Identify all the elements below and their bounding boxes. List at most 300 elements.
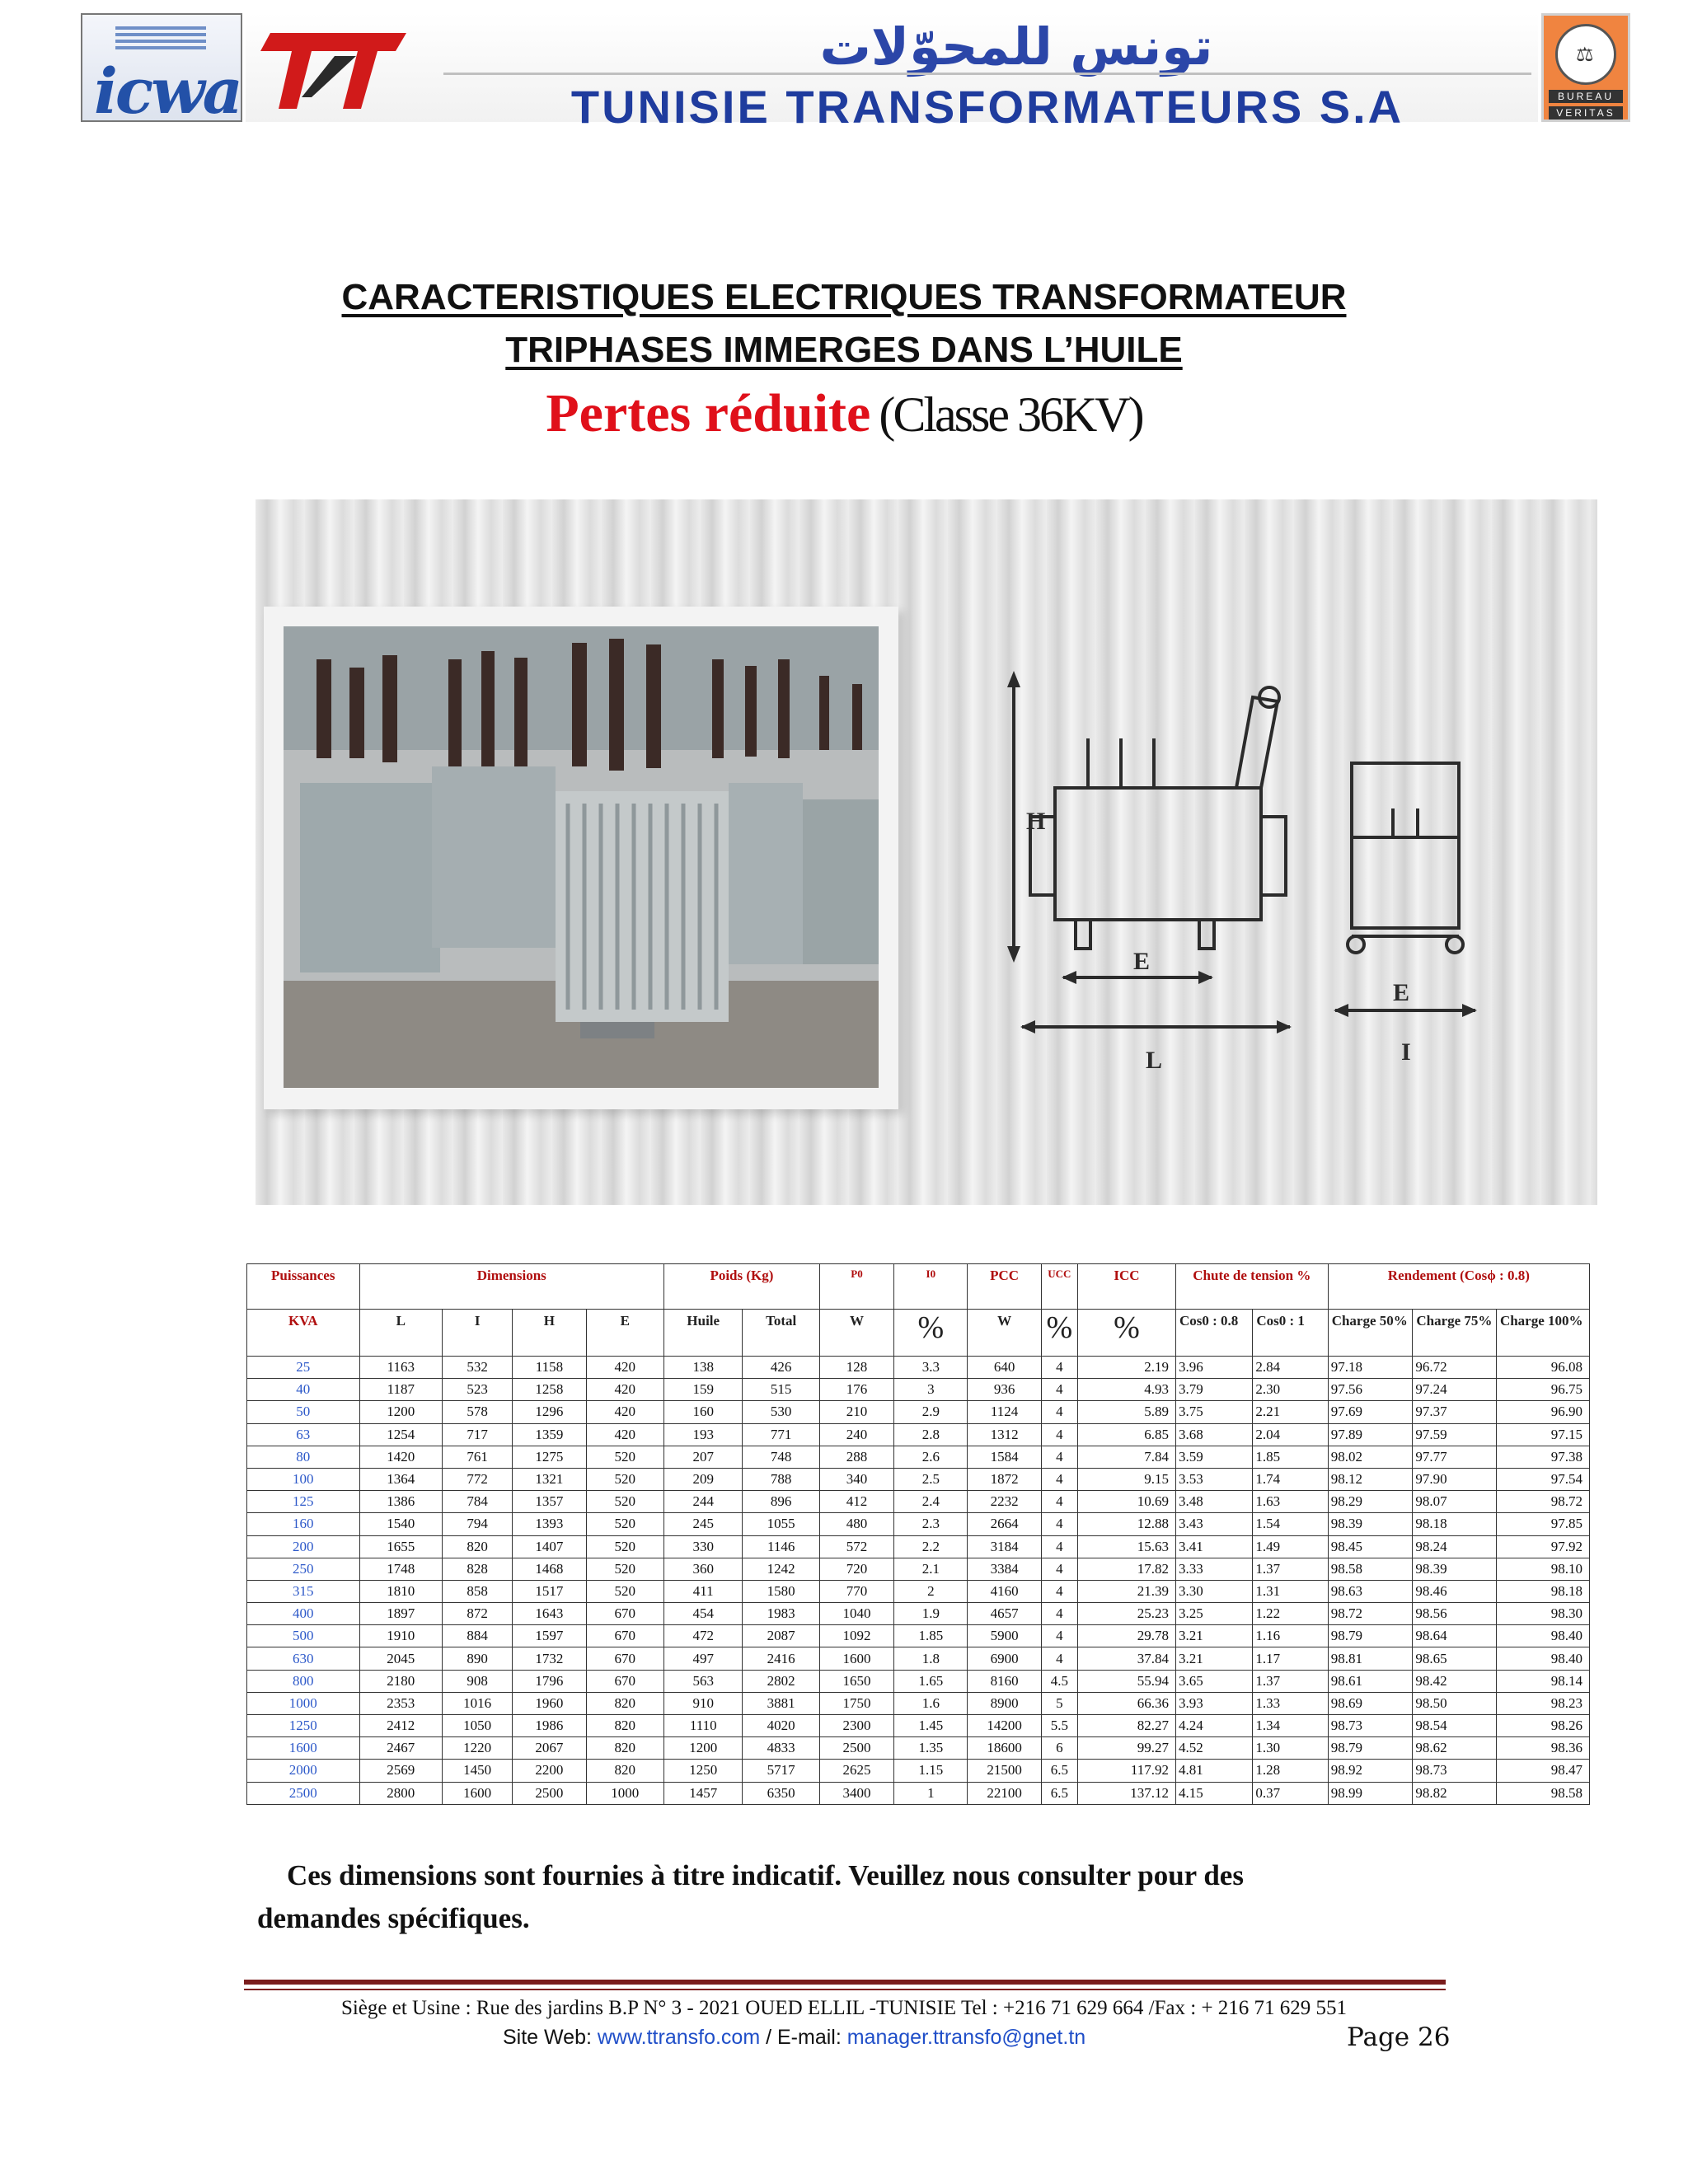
table-cell: 2467 (359, 1737, 443, 1760)
bureau-veritas-logo: ⚖ BUREAU VERITAS (1541, 13, 1630, 122)
table-cell: 872 (443, 1603, 513, 1625)
table-row (247, 1446, 1590, 1468)
table-cell: 1187 (359, 1379, 443, 1401)
kva-cell: 630 (247, 1647, 360, 1670)
table-row (247, 1401, 1590, 1423)
table-cell: 159 (664, 1379, 743, 1401)
table-cell: 530 (743, 1401, 819, 1423)
table-header-units (247, 1310, 1590, 1357)
diagram-label-l: L (1146, 1047, 1163, 1074)
table-cell: 2.5 (894, 1468, 968, 1490)
table-cell: 1.65 (894, 1670, 968, 1692)
table-cell: 5 (1041, 1692, 1077, 1714)
table-cell: 2200 (513, 1760, 586, 1782)
table-cell: 98.12 (1328, 1468, 1413, 1490)
table-cell: 98.82 (1413, 1782, 1497, 1804)
table-cell: 98.58 (1328, 1558, 1413, 1580)
header-kva: KVA (247, 1310, 360, 1357)
table-cell: 1910 (359, 1625, 443, 1647)
table-cell: 2800 (359, 1782, 443, 1804)
table-cell: 97.24 (1413, 1379, 1497, 1401)
table-row (247, 1692, 1590, 1714)
table-cell: 3184 (968, 1535, 1041, 1558)
table-cell: 1.9 (894, 1603, 968, 1625)
table-cell: 8160 (968, 1670, 1041, 1692)
table-cell: 820 (586, 1715, 663, 1737)
table-row (247, 1715, 1590, 1737)
table-cell: 1364 (359, 1468, 443, 1490)
table-cell: 98.58 (1496, 1782, 1589, 1804)
table-cell: 1163 (359, 1357, 443, 1379)
table-cell: 3.79 (1175, 1379, 1252, 1401)
table-cell: 4160 (968, 1580, 1041, 1602)
table-cell: 1.34 (1253, 1715, 1328, 1737)
table-cell: 8900 (968, 1692, 1041, 1714)
table-cell: 720 (819, 1558, 893, 1580)
icwa-logo-text: icwa (94, 54, 241, 128)
table-cell: 2802 (743, 1670, 819, 1692)
table-cell: 1540 (359, 1513, 443, 1535)
table-cell: 1420 (359, 1446, 443, 1468)
table-cell: 5900 (968, 1625, 1041, 1647)
table-cell: 3881 (743, 1692, 819, 1714)
table-cell: 98.79 (1328, 1625, 1413, 1647)
table-cell: 66.36 (1077, 1692, 1175, 1714)
table-cell: 2067 (513, 1737, 586, 1760)
table-row (247, 1513, 1590, 1535)
table-cell: 2.21 (1253, 1401, 1328, 1423)
kva-cell: 500 (247, 1625, 360, 1647)
table-cell: 3.65 (1175, 1670, 1252, 1692)
table-cell: 330 (664, 1535, 743, 1558)
table-cell: 1055 (743, 1513, 819, 1535)
table-cell: 772 (443, 1468, 513, 1490)
kva-cell: 125 (247, 1491, 360, 1513)
arabic-company-name: تونس للمحوّلات (819, 16, 1213, 77)
table-cell: 2.3 (894, 1513, 968, 1535)
header-i0-unit: % (894, 1310, 968, 1357)
icwa-logo (81, 13, 242, 128)
table-cell: 1872 (968, 1468, 1041, 1490)
table-cell: 4.52 (1175, 1737, 1252, 1760)
header-pcc: PCC (968, 1264, 1041, 1310)
diagram-label-e-side: E (1393, 979, 1410, 1006)
table-row (247, 1782, 1590, 1804)
header-icc: ICC (1077, 1264, 1175, 1310)
table-cell: 97.69 (1328, 1401, 1413, 1423)
table-cell: 98.36 (1496, 1737, 1589, 1760)
table-cell: 6900 (968, 1647, 1041, 1670)
table-cell: 210 (819, 1401, 893, 1423)
table-cell: 3.21 (1175, 1647, 1252, 1670)
table-cell: 29.78 (1077, 1625, 1175, 1647)
title-line-1: CARACTERISTIQUES ELECTRIQUES TRANSFORMATEUR (341, 277, 1347, 317)
table-cell: 910 (664, 1692, 743, 1714)
table-cell: 4.5 (1041, 1670, 1077, 1692)
table-row (247, 1603, 1590, 1625)
table-cell: 98.79 (1328, 1737, 1413, 1760)
table-cell: 1.63 (1253, 1491, 1328, 1513)
note-line-1: Ces dimensions sont fournies à titre indicatif. Veuillez nous consulter pour des (287, 1859, 1244, 1891)
table-cell: 1040 (819, 1603, 893, 1625)
table-cell: 4 (1041, 1357, 1077, 1379)
tunisie-transformateurs-logo-icon (254, 18, 410, 119)
table-cell: 97.18 (1328, 1357, 1413, 1379)
table-body (247, 1357, 1590, 1805)
table-cell: 98.07 (1413, 1491, 1497, 1513)
table-cell: 1.85 (894, 1625, 968, 1647)
table-cell: 1242 (743, 1558, 819, 1580)
table-cell: 2.9 (894, 1401, 968, 1423)
table-cell: 2353 (359, 1692, 443, 1714)
header-icc-unit: % (1077, 1310, 1175, 1357)
table-cell: 1.16 (1253, 1625, 1328, 1647)
table-cell: 4.15 (1175, 1782, 1252, 1804)
table-cell: 1.22 (1253, 1603, 1328, 1625)
table-row (247, 1625, 1590, 1647)
table-cell: 784 (443, 1491, 513, 1513)
table-cell: 0.37 (1253, 1782, 1328, 1804)
table-cell: 6350 (743, 1782, 819, 1804)
table-cell: 1359 (513, 1423, 586, 1446)
table-cell: 1897 (359, 1603, 443, 1625)
table-cell: 98.45 (1328, 1535, 1413, 1558)
table-cell: 2569 (359, 1760, 443, 1782)
table-cell: 2.1 (894, 1558, 968, 1580)
table-cell: 3.59 (1175, 1446, 1252, 1468)
table-cell: 3.43 (1175, 1513, 1252, 1535)
header-rendement: Rendement (Cosϕ : 0.8) (1328, 1264, 1589, 1310)
table-cell: 1258 (513, 1379, 586, 1401)
table-cell: 3.25 (1175, 1603, 1252, 1625)
table-cell: 820 (586, 1692, 663, 1714)
kva-cell: 400 (247, 1603, 360, 1625)
table-cell: 3.33 (1175, 1558, 1252, 1580)
table-cell: 4 (1041, 1580, 1077, 1602)
table-cell: 1.6 (894, 1692, 968, 1714)
table-cell: 98.47 (1496, 1760, 1589, 1782)
kva-cell: 160 (247, 1513, 360, 1535)
table-cell: 98.46 (1413, 1580, 1497, 1602)
table-cell: 420 (586, 1423, 663, 1446)
table-cell: 794 (443, 1513, 513, 1535)
table-cell: 520 (586, 1468, 663, 1490)
table-cell: 98.56 (1413, 1603, 1497, 1625)
table-cell: 2.84 (1253, 1357, 1328, 1379)
table-cell: 4 (1041, 1491, 1077, 1513)
kva-cell: 50 (247, 1401, 360, 1423)
transformer-photo (284, 626, 879, 1088)
table-cell: 98.63 (1328, 1580, 1413, 1602)
table-cell: 1158 (513, 1357, 586, 1379)
table-cell: 3.75 (1175, 1401, 1252, 1423)
table-cell: 520 (586, 1580, 663, 1602)
kva-cell: 2500 (247, 1782, 360, 1804)
header-banner (81, 13, 1630, 133)
table-cell: 532 (443, 1357, 513, 1379)
footer-contact (503, 2026, 1085, 2050)
table-cell: 97.54 (1496, 1468, 1589, 1490)
dimension-drawing (1026, 664, 1558, 1093)
table-cell: 7.84 (1077, 1446, 1175, 1468)
table-cell: 37.84 (1077, 1647, 1175, 1670)
table-cell: 2500 (513, 1782, 586, 1804)
table-cell: 1650 (819, 1670, 893, 1692)
table-cell: 1986 (513, 1715, 586, 1737)
table-cell: 411 (664, 1580, 743, 1602)
table-cell: 670 (586, 1647, 663, 1670)
table-cell: 4 (1041, 1513, 1077, 1535)
table-cell: 412 (819, 1491, 893, 1513)
table-cell: 98.26 (1496, 1715, 1589, 1737)
table-cell: 3.3 (894, 1357, 968, 1379)
table-cell: 3.53 (1175, 1468, 1252, 1490)
table-cell: 820 (586, 1737, 663, 1760)
header-ucc-unit: % (1041, 1310, 1077, 1357)
table-cell: 4833 (743, 1737, 819, 1760)
table-cell: 12.88 (1077, 1513, 1175, 1535)
header-i: I (443, 1310, 513, 1357)
table-cell: 420 (586, 1379, 663, 1401)
table-cell: 98.72 (1328, 1603, 1413, 1625)
kva-cell: 63 (247, 1423, 360, 1446)
table-cell: 640 (968, 1357, 1041, 1379)
table-cell: 426 (743, 1357, 819, 1379)
table-cell: 1312 (968, 1423, 1041, 1446)
table-cell: 1.33 (1253, 1692, 1328, 1714)
table-cell: 98.64 (1413, 1625, 1497, 1647)
kva-cell: 1000 (247, 1692, 360, 1714)
table-cell: 98.65 (1413, 1647, 1497, 1670)
table-cell: 97.85 (1496, 1513, 1589, 1535)
diagram-label-i: I (1401, 1038, 1411, 1066)
table-cell: 1600 (443, 1782, 513, 1804)
table-cell: 4 (1041, 1625, 1077, 1647)
table-cell: 97.37 (1413, 1401, 1497, 1423)
kva-cell: 1600 (247, 1737, 360, 1760)
header-cos1: Cos0 : 1 (1253, 1310, 1328, 1357)
table-cell: 1643 (513, 1603, 586, 1625)
table-cell: 2500 (819, 1737, 893, 1760)
table-cell: 1960 (513, 1692, 586, 1714)
table-cell: 82.27 (1077, 1715, 1175, 1737)
table-cell: 578 (443, 1401, 513, 1423)
table-cell: 1.31 (1253, 1580, 1328, 1602)
table-cell: 98.39 (1413, 1558, 1497, 1580)
header-p0-unit: W (819, 1310, 893, 1357)
table-cell: 1.37 (1253, 1558, 1328, 1580)
table-cell: 98.73 (1413, 1760, 1497, 1782)
table-cell: 97.92 (1496, 1535, 1589, 1558)
table-cell: 670 (586, 1603, 663, 1625)
table-cell: 98.39 (1328, 1513, 1413, 1535)
table-cell: 4020 (743, 1715, 819, 1737)
table-cell: 340 (819, 1468, 893, 1490)
diagram-label-h: H (1026, 808, 1046, 835)
table-cell: 1146 (743, 1535, 819, 1558)
table-cell: 884 (443, 1625, 513, 1647)
table-cell: 4 (1041, 1446, 1077, 1468)
table-cell: 1275 (513, 1446, 586, 1468)
header-cos08: Cos0 : 0.8 (1175, 1310, 1252, 1357)
table-row (247, 1491, 1590, 1513)
table-cell: 454 (664, 1603, 743, 1625)
email-link[interactable]: manager.ttransfo@gnet.tn (846, 2026, 1086, 2049)
table-cell: 4 (1041, 1535, 1077, 1558)
footer-rule (244, 1980, 1446, 1985)
header-h: H (513, 1310, 586, 1357)
table-cell: 1254 (359, 1423, 443, 1446)
table-cell: 1580 (743, 1580, 819, 1602)
table-cell: 1732 (513, 1647, 586, 1670)
kva-cell: 80 (247, 1446, 360, 1468)
table-row (247, 1379, 1590, 1401)
table-cell: 55.94 (1077, 1670, 1175, 1692)
table-cell: 1407 (513, 1535, 586, 1558)
footer-address: Siège et Usine : Rue des jardins B.P N° 3 - 2021 OUED ELLIL -TUNISIE Tel : +216 71 629 664 /Fax : + 216 71 629 551 (340, 1997, 1348, 2019)
table-cell: 5.5 (1041, 1715, 1077, 1737)
table-cell: 96.75 (1496, 1379, 1589, 1401)
photo-frame (264, 607, 898, 1109)
kva-cell: 25 (247, 1357, 360, 1379)
table-cell: 515 (743, 1379, 819, 1401)
table-cell: 17.82 (1077, 1558, 1175, 1580)
table-cell: 97.89 (1328, 1423, 1413, 1446)
kva-cell: 40 (247, 1379, 360, 1401)
table-cell: 98.29 (1328, 1491, 1413, 1513)
table-cell: 2 (894, 1580, 968, 1602)
email-label: / E-mail: (760, 2026, 847, 2049)
table-cell: 193 (664, 1423, 743, 1446)
table-row (247, 1558, 1590, 1580)
table-cell: 1.17 (1253, 1647, 1328, 1670)
table-row (247, 1760, 1590, 1782)
table-cell: 2412 (359, 1715, 443, 1737)
table-cell: 2.8 (894, 1423, 968, 1446)
table-cell: 761 (443, 1446, 513, 1468)
table-cell: 1750 (819, 1692, 893, 1714)
company-banner (246, 13, 1538, 133)
table-cell: 98.24 (1413, 1535, 1497, 1558)
table-cell: 6.5 (1041, 1782, 1077, 1804)
table-cell: 98.92 (1328, 1760, 1413, 1782)
table-cell: 6.85 (1077, 1423, 1175, 1446)
table-cell: 6.5 (1041, 1760, 1077, 1782)
table-cell: 1655 (359, 1535, 443, 1558)
table-cell: 137.12 (1077, 1782, 1175, 1804)
table-cell: 3.93 (1175, 1692, 1252, 1714)
table-cell: 572 (819, 1535, 893, 1558)
table-cell: 3400 (819, 1782, 893, 1804)
table-cell: 360 (664, 1558, 743, 1580)
table-cell: 1321 (513, 1468, 586, 1490)
table-cell: 820 (586, 1760, 663, 1782)
table-row (247, 1535, 1590, 1558)
table-cell: 1.15 (894, 1760, 968, 1782)
table-cell: 2.30 (1253, 1379, 1328, 1401)
table-cell: 472 (664, 1625, 743, 1647)
table-cell: 15.63 (1077, 1535, 1175, 1558)
kva-cell: 200 (247, 1535, 360, 1558)
table-cell: 1.85 (1253, 1446, 1328, 1468)
table-cell: 3.48 (1175, 1491, 1252, 1513)
header-poids: Poids (Kg) (664, 1264, 820, 1310)
table-cell: 2.19 (1077, 1357, 1175, 1379)
table-cell: 98.14 (1496, 1670, 1589, 1692)
website-link[interactable]: www.ttransfo.com (597, 2026, 761, 2049)
table-cell: 3.96 (1175, 1357, 1252, 1379)
table-cell: 5.89 (1077, 1401, 1175, 1423)
table-cell: 820 (443, 1535, 513, 1558)
table-cell: 98.42 (1413, 1670, 1497, 1692)
kva-cell: 2000 (247, 1760, 360, 1782)
table-cell: 99.27 (1077, 1737, 1175, 1760)
table-cell: 4 (1041, 1379, 1077, 1401)
table-cell: 908 (443, 1670, 513, 1692)
kva-cell: 800 (247, 1670, 360, 1692)
header-l: L (359, 1310, 443, 1357)
table-cell: 4657 (968, 1603, 1041, 1625)
table-cell: 1296 (513, 1401, 586, 1423)
header-charge50: Charge 50% (1328, 1310, 1413, 1357)
table-cell: 1468 (513, 1558, 586, 1580)
table-row (247, 1737, 1590, 1760)
kva-cell: 1250 (247, 1715, 360, 1737)
subtitle (0, 382, 1688, 445)
table-cell: 1810 (359, 1580, 443, 1602)
table-cell: 6 (1041, 1737, 1077, 1760)
table-cell: 21500 (968, 1760, 1041, 1782)
table-cell: 98.81 (1328, 1647, 1413, 1670)
table-cell: 97.77 (1413, 1446, 1497, 1468)
table-cell: 1110 (664, 1715, 743, 1737)
table-cell: 10.69 (1077, 1491, 1175, 1513)
table-cell: 3384 (968, 1558, 1041, 1580)
header-charge75: Charge 75% (1413, 1310, 1497, 1357)
subtitle-losses: Pertes réduite (546, 383, 871, 443)
table-cell: 4 (1041, 1558, 1077, 1580)
table-cell: 98.73 (1328, 1715, 1413, 1737)
diagram-label-e: E (1133, 948, 1151, 975)
bureau-veritas-seal-icon: ⚖ (1555, 24, 1616, 85)
table-cell: 1124 (968, 1401, 1041, 1423)
table-cell: 1.54 (1253, 1513, 1328, 1535)
table-cell: 1.74 (1253, 1468, 1328, 1490)
table-cell: 207 (664, 1446, 743, 1468)
kva-cell: 315 (247, 1580, 360, 1602)
table-cell: 1050 (443, 1715, 513, 1737)
table-cell: 128 (819, 1357, 893, 1379)
table-cell: 2045 (359, 1647, 443, 1670)
header-chute: Chute de tension % (1175, 1264, 1328, 1310)
title-line-2: TRIPHASES IMMERGES DANS L’HUILE (505, 330, 1183, 370)
table-row (247, 1357, 1590, 1379)
table-cell: 1584 (968, 1446, 1041, 1468)
table-cell: 1386 (359, 1491, 443, 1513)
table-cell: 4 (1041, 1423, 1077, 1446)
table-cell: 209 (664, 1468, 743, 1490)
table-cell: 97.56 (1328, 1379, 1413, 1401)
table-cell: 21.39 (1077, 1580, 1175, 1602)
table-cell: 1393 (513, 1513, 586, 1535)
table-cell: 420 (586, 1401, 663, 1423)
table-cell: 98.69 (1328, 1692, 1413, 1714)
table-cell: 1357 (513, 1491, 586, 1513)
table-cell: 936 (968, 1379, 1041, 1401)
table-cell: 4 (1041, 1468, 1077, 1490)
table-cell: 4.24 (1175, 1715, 1252, 1737)
table-cell: 1220 (443, 1737, 513, 1760)
